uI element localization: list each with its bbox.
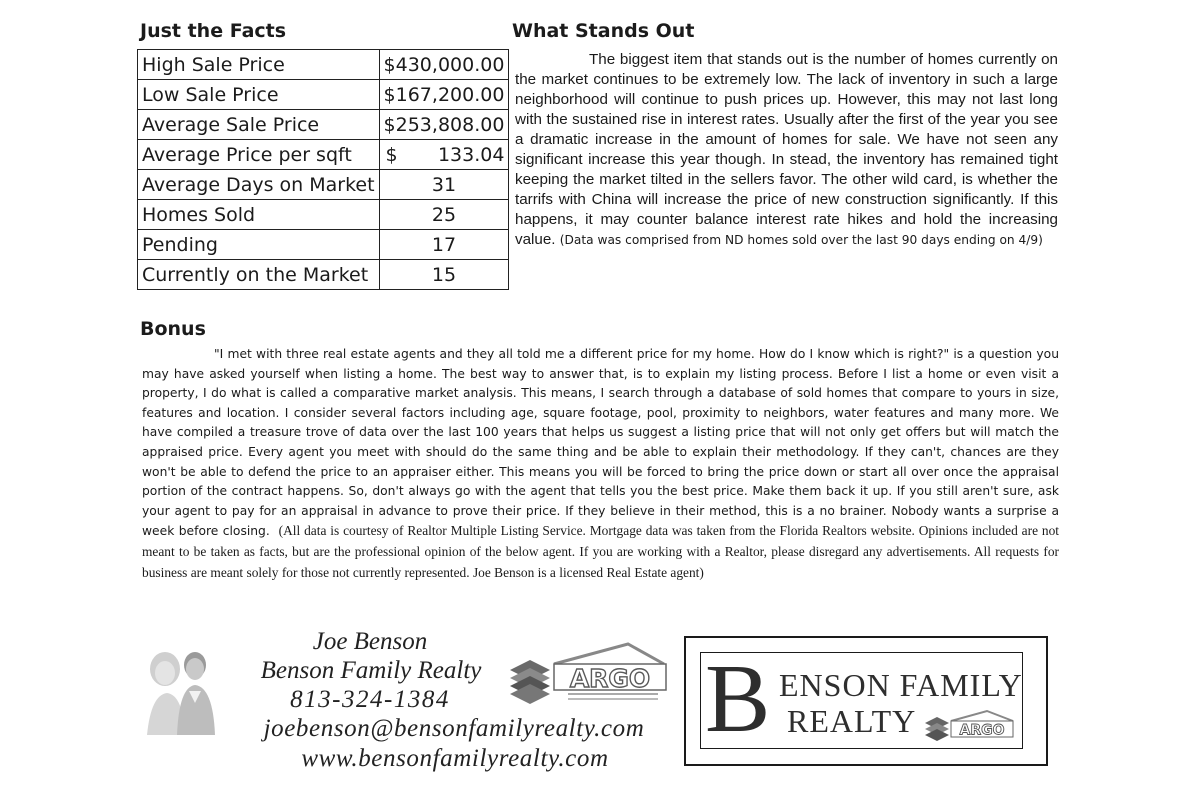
facts-label: Average Sale Price (138, 110, 380, 140)
facts-label: Currently on the Market (138, 260, 380, 290)
contact-website[interactable]: www.bensonfamilyrealty.com (301, 745, 609, 772)
table-row (138, 260, 509, 290)
table-row (138, 110, 509, 140)
logo-line-1: ENSON FAMILY (779, 667, 1023, 703)
stands-out-note: (Data was comprised from ND homes sold over the last 90 days ending on 4/9) (559, 233, 1043, 247)
contact-phone: 813-324-1384 (290, 686, 450, 713)
table-row (138, 50, 509, 80)
argo-wordmark: ARGO (569, 664, 651, 693)
facts-value: 15 (379, 260, 509, 290)
facts-table (137, 49, 509, 290)
benson-logo-inner-frame (700, 645, 1023, 753)
facts-heading: Just the Facts (140, 20, 287, 42)
facts-label: Low Sale Price (138, 80, 380, 110)
facts-label: Average Price per sqft (138, 140, 380, 170)
bonus-body (142, 345, 1059, 583)
contact-company: Benson Family Realty (260, 657, 482, 684)
facts-value: $167,200.00 (379, 80, 509, 110)
stands-out-body (515, 50, 1058, 250)
bonus-heading: Bonus (140, 318, 206, 340)
logo-argo-mark (923, 709, 1015, 741)
table-row (138, 140, 509, 170)
facts-value-number: 133.04 (437, 143, 505, 166)
facts-label: Pending (138, 230, 380, 260)
facts-value: $430,000.00 (379, 50, 509, 80)
facts-value: 31 (379, 170, 509, 200)
facts-value (379, 140, 509, 170)
table-row (138, 230, 509, 260)
currency-symbol: $ (385, 143, 398, 166)
facts-label: Average Days on Market (138, 170, 380, 200)
bonus-text: "I met with three real estate agents and they all told me a different price for my home. How do I know which is right?" is a question you may have asked yourself when listing a home. The best way to answer that, is to explain my listing process. Before I list a home or even visit a property, I do what is called a comparative market analysis. This means, I search through a database of sold homes that compare to yours in size, features and location. I consider several factors including age, square footage, pool, proximity to neighbors, water features and many more. We have compiled a treasure trove of data over the last 100 years that helps us suggest a listing price that will not only get offers but will match the appraised price. Every agent you meet with should do the same thing and be able to explain their methodology. If they can't, chances are they won't be able to defend the price to an appraiser either. This means you will be forced to bring the price down or start all over once the appraisal portion of the contract happens. So, don't always go with the agent that tells you the best price. Make them back it up. If you still aren't sure, ask your agent to pay for an appraisal in advance to prove their price. If they believe in their method, this is a no brainer. Nobody wants a surprise a week before closing. (142, 347, 1059, 539)
facts-label: Homes Sold (138, 200, 380, 230)
logo-argo-wordmark: ARGO (959, 722, 1005, 739)
argo-logo-icon (508, 640, 668, 706)
stands-out-heading: What Stands Out (512, 20, 695, 42)
contact-name: Joe Benson (312, 628, 428, 655)
facts-value: 17 (379, 230, 509, 260)
bonus-disclaimer: (All data is courtesy of Realtor Multiple Listing Service. Mortgage data was taken from the Florida Realtors website. Opinions included are not meant to be taken as facts, but are the professional opinion of the below agent. If you are working with a Realtor, please disregard any advertisements. All requests for business are meant solely for those not currently represented. Joe Benson is a licensed Real Estate agent) (142, 523, 1060, 580)
contact-email[interactable]: joebenson@bensonfamilyrealty.com (263, 715, 645, 742)
stands-out-text: The biggest item that stands out is the number of homes currently on the market continues to be extremely low. The lack of inventory in such a large neighborhood will continue to push prices up. However, this may not last long with the sustained rise in interest rates. Usually after the first of the year you see a dramatic increase in the amount of homes for sale. We have not seen any significant increase this year though. In stead, the inventory has remained tight keeping the market tilted in the sellers favor. The other wild card, is whether the tarrifs with China will increase the price of new construction significantly. If this happens, it may counter balance interest rate hikes and hold the increasing value. (515, 51, 1058, 248)
table-row (138, 200, 509, 230)
table-row (138, 80, 509, 110)
facts-label: High Sale Price (138, 50, 380, 80)
logo-line-2: REALTY (787, 703, 917, 739)
table-row (138, 170, 509, 200)
logo-initial: B (705, 645, 771, 753)
agent-photo (143, 643, 217, 735)
benson-family-realty-logo (684, 636, 1048, 766)
facts-value: 25 (379, 200, 509, 230)
facts-value: $253,808.00 (379, 110, 509, 140)
